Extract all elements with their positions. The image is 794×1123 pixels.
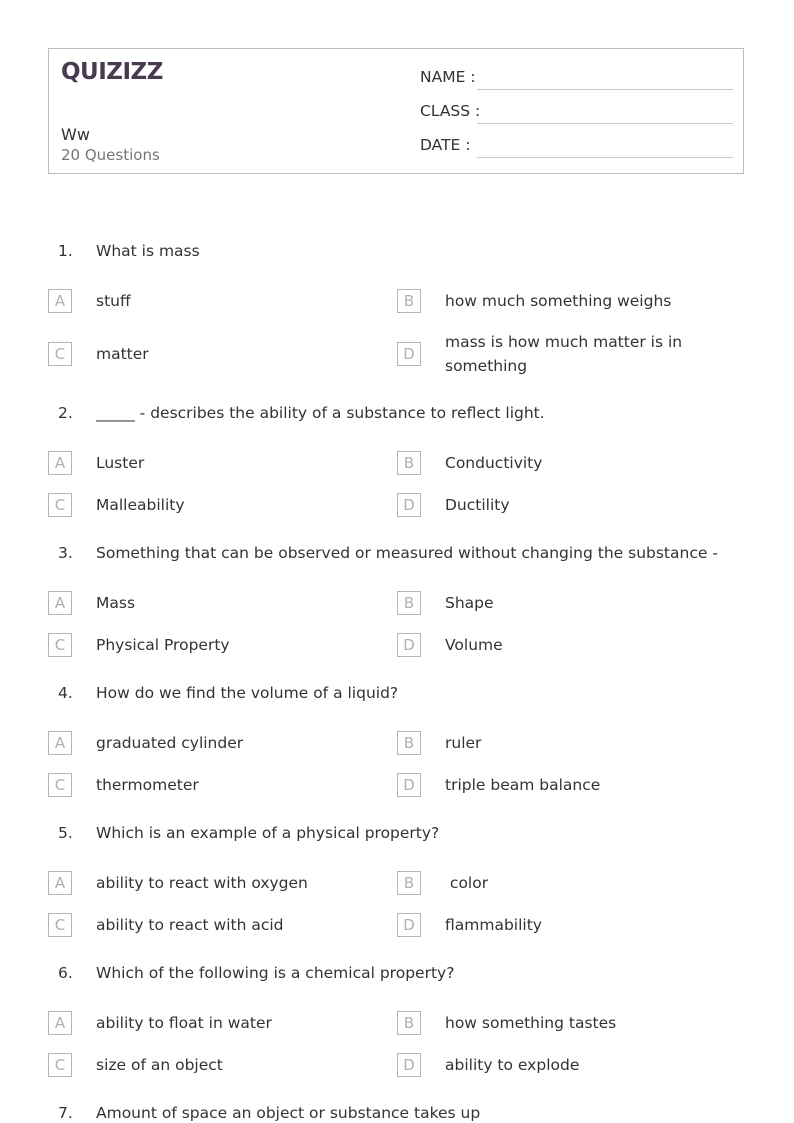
option-d-text: flammability bbox=[445, 916, 542, 934]
option-c-text: thermometer bbox=[96, 776, 199, 794]
class-line[interactable] bbox=[477, 123, 733, 124]
option-b-text: Shape bbox=[445, 594, 494, 612]
option-b-text: ruler bbox=[445, 734, 482, 752]
option-c-box[interactable]: C bbox=[48, 342, 72, 366]
date-line[interactable] bbox=[477, 157, 733, 158]
option-d-text: Ductility bbox=[445, 496, 510, 514]
question-number: 3. bbox=[58, 544, 73, 562]
option-a-text: ability to react with oxygen bbox=[96, 874, 308, 892]
name-line[interactable] bbox=[477, 89, 733, 90]
question-count: 20 Questions bbox=[61, 146, 160, 164]
option-c-text: Physical Property bbox=[96, 636, 230, 654]
option-b-text: color bbox=[445, 874, 489, 892]
question-number: 7. bbox=[58, 1104, 73, 1122]
option-c-text: matter bbox=[96, 345, 149, 363]
option-c-text: ability to react with acid bbox=[96, 916, 284, 934]
option-d-box[interactable]: D bbox=[397, 633, 421, 657]
option-a-text: stuff bbox=[96, 292, 131, 310]
option-b-box[interactable]: B bbox=[397, 1011, 421, 1035]
option-a-box[interactable]: A bbox=[48, 451, 72, 475]
question-text: Amount of space an object or substance takes up bbox=[96, 1104, 481, 1122]
option-b-box[interactable]: B bbox=[397, 451, 421, 475]
option-c-text: size of an object bbox=[96, 1056, 223, 1074]
question-text: Which is an example of a physical property? bbox=[96, 824, 440, 842]
option-b-text: Conductivity bbox=[445, 454, 543, 472]
option-d-box[interactable]: D bbox=[397, 493, 421, 517]
option-b-box[interactable]: B bbox=[397, 731, 421, 755]
option-a-text: Luster bbox=[96, 454, 145, 472]
option-c-box[interactable]: C bbox=[48, 1053, 72, 1077]
question-text: How do we find the volume of a liquid? bbox=[96, 684, 399, 702]
option-d-text: ability to explode bbox=[445, 1056, 580, 1074]
date-label: DATE : bbox=[420, 136, 471, 154]
option-d-box[interactable]: D bbox=[397, 1053, 421, 1077]
option-d-box[interactable]: D bbox=[397, 773, 421, 797]
option-a-text: Mass bbox=[96, 594, 136, 612]
question-text: Something that can be observed or measured without changing the substance - bbox=[96, 544, 718, 562]
question-text: _____ - describes the ability of a substance to reflect light. bbox=[96, 404, 545, 422]
class-label: CLASS : bbox=[420, 102, 481, 120]
option-c-box[interactable]: C bbox=[48, 633, 72, 657]
option-b-box[interactable]: B bbox=[397, 289, 421, 313]
question-number: 1. bbox=[58, 242, 73, 260]
question-text: Which of the following is a chemical property? bbox=[96, 964, 455, 982]
option-c-box[interactable]: C bbox=[48, 913, 72, 937]
option-a-text: ability to float in water bbox=[96, 1014, 272, 1032]
worksheet-header bbox=[48, 48, 744, 174]
option-a-box[interactable]: A bbox=[48, 731, 72, 755]
option-b-text: how something tastes bbox=[445, 1014, 617, 1032]
question-text: What is mass bbox=[96, 242, 200, 260]
option-a-box[interactable]: A bbox=[48, 289, 72, 313]
quizizz-logo: QUIZIZZ bbox=[61, 59, 163, 85]
option-b-box[interactable]: B bbox=[397, 871, 421, 895]
option-a-box[interactable]: A bbox=[48, 871, 72, 895]
option-a-box[interactable]: A bbox=[48, 591, 72, 615]
option-a-box[interactable]: A bbox=[48, 1011, 72, 1035]
name-label: NAME : bbox=[420, 68, 476, 86]
option-b-box[interactable]: B bbox=[397, 591, 421, 615]
question-number: 4. bbox=[58, 684, 73, 702]
option-d-text: mass is how much matter is in something bbox=[445, 333, 683, 375]
worksheet-title: Ww bbox=[61, 125, 90, 144]
question-number: 6. bbox=[58, 964, 73, 982]
option-c-box[interactable]: C bbox=[48, 773, 72, 797]
option-b-text: how much something weighs bbox=[445, 292, 672, 310]
option-d-text: Volume bbox=[445, 636, 503, 654]
option-c-text: Malleability bbox=[96, 496, 185, 514]
question-number: 5. bbox=[58, 824, 73, 842]
option-c-box[interactable]: C bbox=[48, 493, 72, 517]
option-a-text: graduated cylinder bbox=[96, 734, 244, 752]
option-d-text: triple beam balance bbox=[445, 776, 601, 794]
question-number: 2. bbox=[58, 404, 73, 422]
option-d-box[interactable]: D bbox=[397, 913, 421, 937]
option-d-box[interactable]: D bbox=[397, 342, 421, 366]
